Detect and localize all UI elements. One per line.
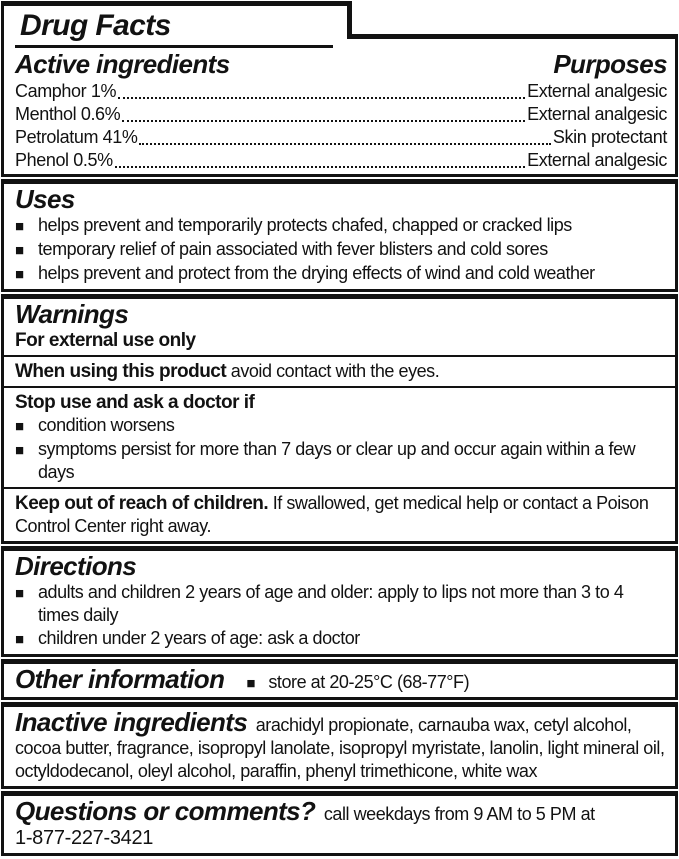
ingredient-name: Phenol 0.5% — [15, 150, 113, 170]
dotted-leader — [139, 143, 550, 145]
ingredient-name: Camphor 1% — [15, 81, 117, 101]
phone-number: 1-877-227-3421 — [15, 827, 154, 849]
uses-bullet-text: helps prevent and protect from the drying effects of wind and cold weather — [38, 263, 595, 283]
section-directions — [1, 546, 678, 657]
drug-facts-title: Drug Facts — [20, 9, 171, 42]
when-using-statement — [15, 360, 667, 383]
section-questions-comments — [1, 791, 678, 856]
ingredient-row — [15, 103, 667, 126]
stop-use-subheading: Stop use and ask a doctor if — [15, 392, 255, 413]
uses-heading: Uses — [15, 184, 75, 214]
uses-bullet-text: temporary relief of pain associated with fever blisters and cold sores — [38, 239, 548, 259]
dotted-leader — [122, 120, 525, 122]
questions-call-text: call weekdays from 9 AM to 5 PM at — [323, 804, 595, 824]
section-inactive-ingredients — [1, 702, 678, 789]
directions-bullet-text: children under 2 years of age: ask a doctor — [38, 628, 360, 648]
label-notch — [347, 1, 678, 39]
bullet-square-icon — [15, 214, 38, 238]
directions-bullet-text: adults and children 2 years of age and older: apply to lips not more than 3 to 4 times daily — [38, 582, 624, 625]
directions-bullet-item — [15, 627, 667, 651]
section-other-information — [1, 659, 678, 700]
uses-bullet-item — [15, 262, 667, 286]
warnings-divider — [4, 487, 675, 489]
purposes-heading: Purposes — [553, 49, 667, 79]
bullet-square-icon — [15, 627, 38, 651]
uses-bullet-item — [15, 214, 667, 238]
directions-bullet-item — [15, 581, 667, 627]
ingredient-row — [15, 80, 667, 103]
bullet-square-icon — [15, 262, 38, 286]
warnings-heading: Warnings — [15, 299, 129, 329]
section-uses — [1, 179, 678, 292]
storage-text: store at 20-25°C (68-77°F) — [268, 672, 470, 692]
ingredient-purpose: External analgesic — [527, 150, 667, 170]
when-using-bold: When using this product — [15, 361, 227, 382]
keep-out-bold: Keep out of reach of children. — [15, 493, 269, 514]
inactive-ingredients-paragraph — [15, 708, 667, 783]
section-header-active-ingredients — [1, 1, 678, 177]
other-information-heading: Other information — [15, 664, 225, 694]
dotted-leader — [115, 166, 525, 168]
keep-out-text: If swallowed, get medical help or contact a Poison Control Center right away. — [15, 493, 649, 536]
stop-use-bullet-item — [15, 438, 667, 484]
stop-use-bullet-item — [15, 414, 667, 438]
title-underline — [15, 45, 333, 48]
stop-use-bullet-text: symptoms persist for more than 7 days or clear up and occur again within a few days — [38, 439, 636, 482]
active-purposes-header-row — [15, 50, 667, 79]
inactive-ingredients-text: arachidyl propionate, carnauba wax, cetyl alcohol, cocoa butter, fragrance, isopropyl lanolate, isopropyl myristate, lanolin, light mineral oil, octyldodecanol, oleyl alcohol, paraffin, phenyl trimethicone, white wax — [15, 715, 665, 781]
storage-bullet-item — [246, 672, 469, 693]
bullet-square-icon — [246, 672, 268, 693]
inactive-ingredients-heading: Inactive ingredients — [15, 707, 248, 737]
ingredient-row — [15, 149, 667, 172]
keep-out-statement — [15, 492, 667, 538]
bullet-square-icon — [15, 238, 38, 262]
ingredient-name: Menthol 0.6% — [15, 104, 121, 124]
warnings-divider — [4, 355, 675, 357]
ingredient-row — [15, 126, 667, 149]
stop-use-bullet-text: condition worsens — [38, 415, 175, 435]
warnings-divider — [4, 386, 675, 388]
directions-heading: Directions — [15, 551, 137, 581]
active-ingredients-heading: Active ingredients — [15, 49, 230, 79]
ingredient-purpose: Skin protectant — [552, 127, 667, 147]
uses-bullet-text: helps prevent and temporarily protects chafed, chapped or cracked lips — [38, 215, 572, 235]
questions-paragraph — [15, 797, 667, 826]
ingredient-purpose: External analgesic — [527, 104, 667, 124]
uses-bullet-item — [15, 238, 667, 262]
dotted-leader — [118, 97, 525, 99]
ingredient-purpose: External analgesic — [527, 81, 667, 101]
ingredient-name: Petrolatum 41% — [15, 127, 138, 147]
bullet-square-icon — [15, 438, 38, 484]
section-warnings — [1, 294, 678, 544]
bullet-square-icon — [15, 581, 38, 627]
when-using-text: avoid contact with the eyes. — [226, 361, 440, 381]
questions-comments-heading: Questions or comments? — [15, 796, 316, 826]
external-use-subheading: For external use only — [15, 330, 196, 351]
bullet-square-icon — [15, 414, 38, 438]
